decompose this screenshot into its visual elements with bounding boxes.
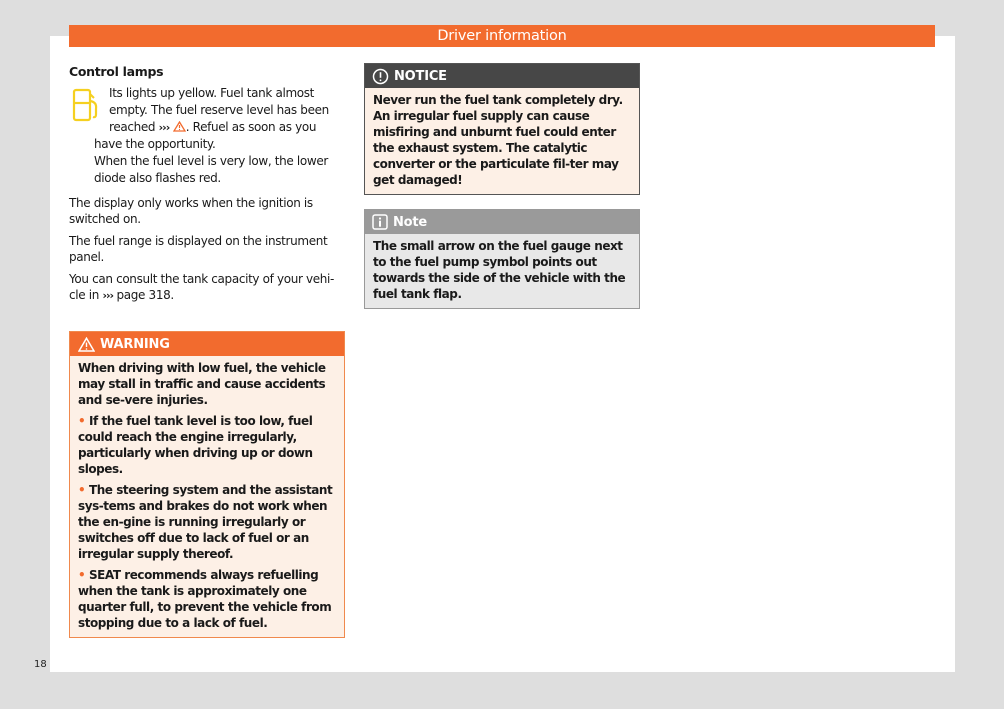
warning-label: WARNING bbox=[100, 336, 170, 352]
lamp-line-5: When the fuel level is very low, the lower bbox=[94, 154, 328, 168]
left-column bbox=[69, 64, 345, 638]
warning-header bbox=[70, 332, 344, 356]
warning-bullet-text: SEAT recommends always refuelling when the tank is approximately one quarter full, to prevent the vehicle from stopping due to a lack of fuel. bbox=[78, 568, 332, 630]
note-body bbox=[365, 234, 639, 308]
lamp-line-3 bbox=[69, 119, 345, 136]
warning-body bbox=[70, 356, 344, 637]
note-box bbox=[364, 209, 640, 309]
info-icon bbox=[372, 214, 388, 230]
warning-bullet bbox=[78, 482, 336, 562]
section-header-banner bbox=[69, 25, 935, 47]
notice-body bbox=[365, 88, 639, 194]
bullet-icon: • bbox=[78, 483, 86, 497]
ignition-paragraph: The display only works when the ignition is switched on. bbox=[69, 196, 313, 226]
lamp-line-3-pre: reached bbox=[109, 120, 156, 134]
lamp-line-6: diode also flashes red. bbox=[94, 171, 221, 185]
bullet-icon: • bbox=[78, 414, 86, 428]
lamp-line-1: Its lights up yellow. Fuel tank almost bbox=[109, 86, 315, 100]
lamp-line-4: have the opportunity. bbox=[94, 137, 216, 151]
lamp-line-2: empty. The fuel reserve level has been bbox=[109, 103, 329, 117]
note-header bbox=[365, 210, 639, 234]
warning-bullet bbox=[78, 413, 336, 477]
tank-capacity-text: You can consult the tank capacity of your vehi-cle in bbox=[69, 272, 335, 302]
note-text: The small arrow on the fuel gauge next to the fuel pump symbol points out towards the side of the vehicle with the fuel tank flap. bbox=[373, 239, 626, 301]
notice-header bbox=[365, 64, 639, 88]
warning-intro: When driving with low fuel, the vehicle may stall in traffic and cause accidents and se-vere injuries. bbox=[78, 361, 326, 407]
bullet-icon: • bbox=[78, 568, 86, 582]
section-header-title: Driver information bbox=[437, 28, 567, 44]
lamp-line-3-post: . Refuel as soon as you bbox=[185, 120, 317, 134]
warning-box bbox=[69, 331, 345, 638]
warning-bullet-text: If the fuel tank level is too low, fuel could reach the engine irregularly, particularly when driving up or down slopes. bbox=[78, 414, 313, 476]
warning-bullet-text: The steering system and the assistant sys-tems and brakes do not work when the en-gine is running irregularly or switches off due to lack of fuel or an irregular supply thereof. bbox=[78, 483, 333, 561]
cross-reference-link[interactable]: ››› bbox=[158, 121, 170, 134]
control-lamps-heading: Control lamps bbox=[69, 64, 164, 79]
notice-label: NOTICE bbox=[394, 68, 447, 84]
fuel-pump-icon bbox=[72, 87, 104, 123]
warning-triangle-icon bbox=[173, 121, 186, 132]
control-lamp-description bbox=[69, 85, 345, 187]
page-reference-label[interactable]: page 318. bbox=[116, 288, 174, 302]
note-label: Note bbox=[393, 214, 428, 230]
page-number: 18 bbox=[34, 659, 47, 670]
page-reference-link[interactable]: ››› bbox=[102, 289, 114, 302]
tank-capacity-paragraph bbox=[69, 271, 345, 304]
notice-box bbox=[364, 63, 640, 195]
middle-column bbox=[364, 63, 640, 309]
exclamation-circle-icon bbox=[372, 68, 389, 85]
warning-triangle-icon bbox=[78, 337, 95, 352]
fuel-range-paragraph: The fuel range is displayed on the instrument panel. bbox=[69, 234, 328, 264]
notice-text: Never run the fuel tank completely dry. An irregular fuel supply can cause misfiring and unburnt fuel could enter the exhaust system. The catalytic converter or the particulate fil-ter may get damaged! bbox=[373, 93, 623, 187]
warning-bullet bbox=[78, 567, 336, 631]
